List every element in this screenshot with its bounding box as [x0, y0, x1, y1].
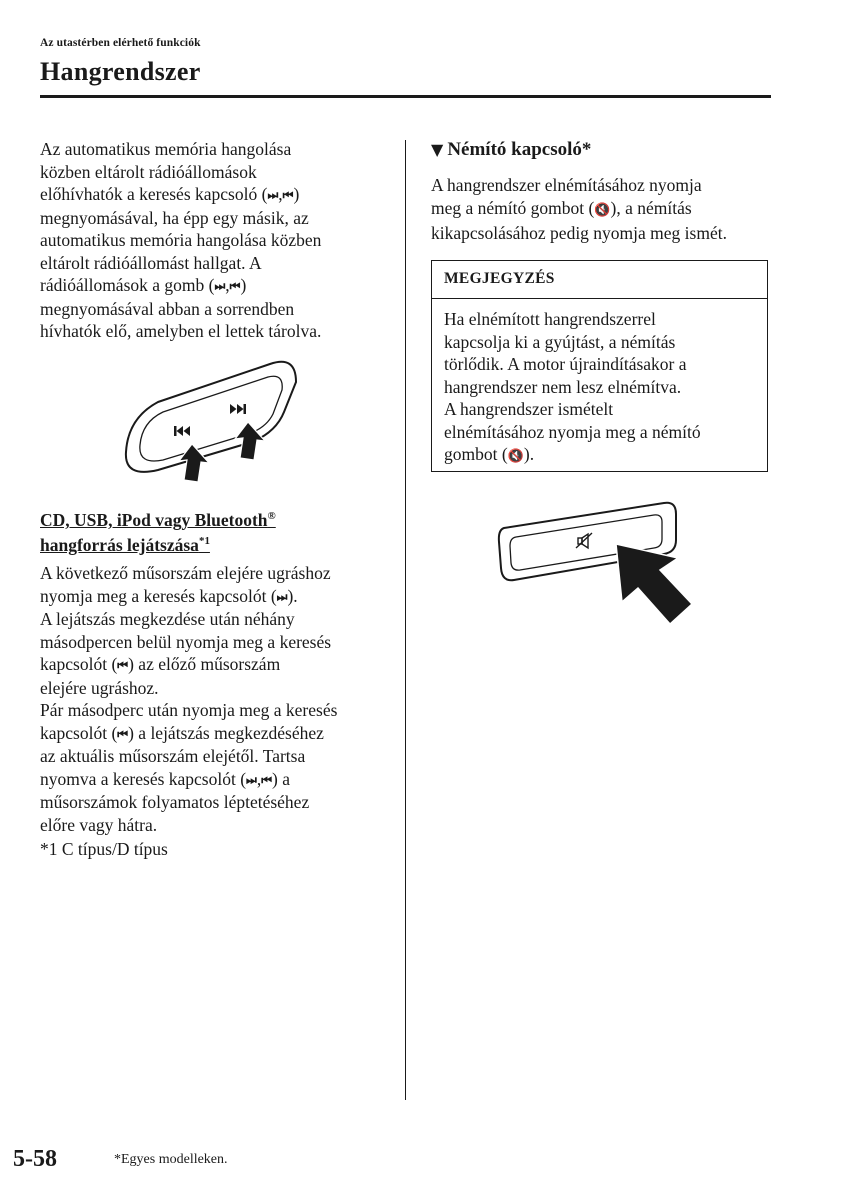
page-number: 5-58 [13, 1146, 57, 1172]
text-line: másodpercen belül nyomja meg a keresés [40, 631, 332, 652]
text-line: előhívhatók a keresés kapcsoló (⏭ ,⏮ ) [40, 184, 300, 204]
text-line: automatikus memória hangolása közben [40, 230, 322, 250]
title-rule [40, 95, 771, 98]
text-line: Ha elnémított hangrendszerrel [444, 309, 656, 329]
next-track-icon: ⏭ [276, 589, 286, 604]
note-body [432, 299, 767, 469]
text-line: nyomja meg a keresés kapcsolót (⏭ ). [40, 585, 298, 606]
text-line: kapcsolót (⏮ ) a lejátszás megkezdéséhez [40, 722, 324, 743]
text-line: nyomva a keresés kapcsolót (⏭ ,⏮ ) a [40, 768, 291, 789]
text-line: kikapcsolásához pedig nyomja meg ismét. [431, 223, 727, 243]
mute-switch-heading: ▼ Némító kapcsoló* [431, 139, 592, 160]
text-line: megnyomásával, ha épp egy másik, az [40, 207, 309, 228]
text-line: rádióállomások a gomb (⏭ ,⏮ ) [40, 275, 247, 295]
text-line: eltárolt rádióállomást hallgat. A [40, 252, 262, 273]
press-arrow-icon [616, 544, 692, 624]
mute-button-illustration [494, 500, 704, 630]
text-line: Az automatikus memória hangolása [40, 139, 292, 159]
text-line: elejére ugráshoz. [40, 677, 159, 698]
text-line: kapcsolót (⏮ ) az előző műsorszám [40, 654, 281, 674]
text-line: hangrendszer nem lesz elnémítva. [444, 376, 682, 397]
text-line: A következő műsorszám elejére ugráshoz [40, 563, 331, 583]
next-track-icon: ⏭ [267, 188, 277, 202]
footer-note: *Egyes modelleken. [114, 1152, 228, 1167]
note-title: MEGJEGYZÉS [432, 261, 767, 299]
mute-icon: 🔇 [594, 202, 611, 218]
column-divider [405, 140, 406, 1100]
section-subheading: CD, USB, iPod vagy Bluetooth® hangforrás lejátszása$^{*1}$ [40, 509, 276, 555]
text-line: elnémításához nyomja meg a némító [444, 421, 701, 442]
text-line: az aktuális műsorszám elejétől. Tartsa [40, 746, 306, 766]
intro-paragraph [40, 138, 395, 343]
mute-paragraph [431, 174, 776, 245]
text-line: A hangrendszer elnémításához nyomja [431, 175, 702, 195]
page-title: Hangrendszer [40, 57, 201, 86]
text-line: hívhatók elő, amelyben el lettek tárolva. [40, 321, 322, 341]
text-line: gombot (🔇). [444, 444, 535, 464]
previous-track-icon: ⏮ [282, 188, 292, 202]
footnote: *1 C típus/D típus [40, 839, 168, 859]
text-line: műsorszámok folyamatos léptetéséhez [40, 792, 310, 812]
text-line: A lejátszás megkezdése után néhány [40, 609, 295, 629]
previous-track-icon: ⏮ [117, 726, 127, 741]
previous-track-icon: ⏮ [117, 658, 127, 672]
previous-track-icon: ⏮ [261, 772, 271, 787]
text-line: törlődik. A motor újraindításakor a [444, 354, 687, 374]
text-line: előre vagy hátra. [40, 814, 158, 835]
next-track-icon: ⏭ [214, 279, 224, 293]
triangle-marker-icon: ▼ [431, 140, 444, 159]
playback-paragraph [40, 562, 395, 836]
text-line: A hangrendszer ismételt [444, 399, 614, 419]
text-line: kapcsolja ki a gyújtást, a némítás [444, 331, 676, 352]
section-label: Az utastérben elérhető funkciók [40, 37, 201, 49]
text-line: megnyomásával abban a sorrendben [40, 298, 295, 319]
text-line: meg a némító gombot (🔇), a némítás [431, 197, 692, 218]
next-track-icon: ⏭ [246, 772, 255, 787]
previous-track-icon: ⏮ [229, 279, 239, 293]
text-line: Pár másodperc után nyomja meg a keresés [40, 700, 338, 720]
note-box [431, 260, 768, 472]
text-line: közben eltárolt rádióállomások [40, 161, 257, 182]
mute-icon: 🔇 [507, 449, 524, 464]
seek-switch-illustration [118, 350, 303, 490]
